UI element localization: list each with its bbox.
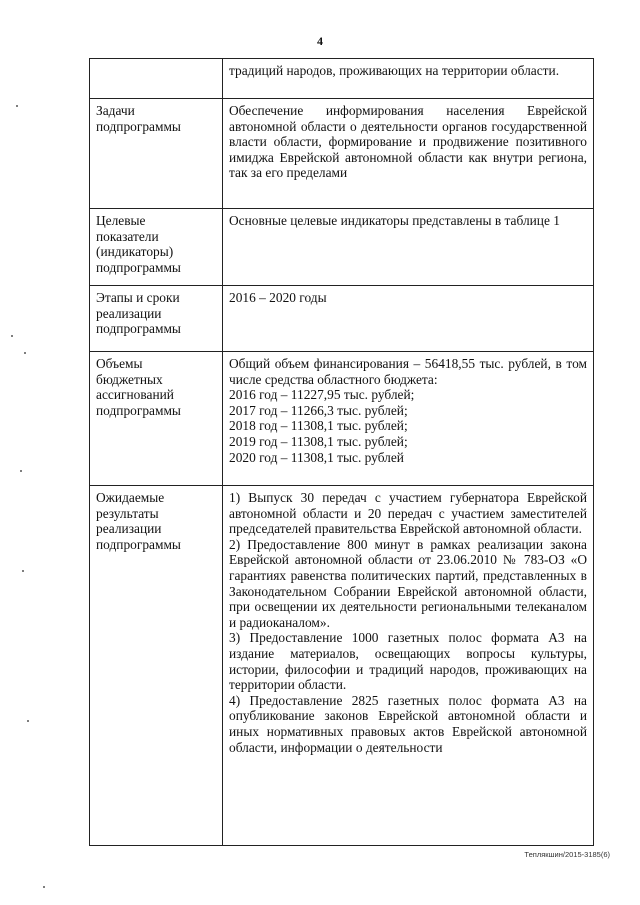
subprogram-passport-table	[89, 58, 594, 846]
row-value-cell	[223, 486, 594, 846]
row-value-paragraph: 2) Предоставление 800 минут в рамках реализации закона Еврейской автономной области от 23.06.2010 № 783-ОЗ «О гарантиях равенства политических партий, представленных в Законодательном Собрании Еврейской автономной области, при освещении их деятельности региональными телеканалом и радиоканалом».	[229, 536, 587, 630]
row-label-line: Целевые	[96, 213, 146, 228]
row-value-paragraph: Основные целевые индикаторы представлены в таблице 1	[229, 213, 560, 228]
row-label-line: подпрограммы	[96, 321, 181, 337]
row-label-line: Задачи	[96, 103, 135, 118]
row-label-cell	[90, 99, 223, 209]
row-value-paragraph: 2019 год – 11308,1 тыс. рублей;	[229, 433, 408, 449]
row-value-paragraph: 2018 год – 11308,1 тыс. рублей;	[229, 418, 408, 434]
scan-speck	[11, 335, 13, 337]
table-row	[90, 59, 594, 99]
row-label-line: (индикаторы)	[96, 244, 174, 260]
scan-speck	[27, 720, 29, 722]
table-row	[90, 209, 594, 286]
row-label-line: результаты	[96, 505, 159, 521]
row-value-paragraph: 2016 – 2020 годы	[229, 290, 327, 305]
row-label-line: Объемы	[96, 356, 143, 371]
table-row	[90, 486, 594, 846]
row-value-paragraph: Обеспечение информирования населения Еврейской автономной области о деятельности органов государственной власти области, формирование и продвижение позитивного имиджа Еврейской автономной области как внутри региона, так за его пределами	[229, 103, 587, 181]
row-label-line: реализации	[96, 521, 162, 537]
row-value-paragraph: 2020 год – 11308,1 тыс. рублей	[229, 449, 404, 465]
scan-speck	[22, 570, 24, 572]
row-value-paragraph: 2017 год – 11266,3 тыс. рублей;	[229, 402, 408, 418]
table-row	[90, 286, 594, 352]
page-number: 4	[317, 34, 323, 48]
row-label-cell	[90, 59, 223, 99]
row-label-line: Этапы и сроки	[96, 290, 180, 305]
row-value-paragraph: Общий объем финансирования – 56418,55 тыс. рублей, в том числе средства областного бюджета:	[229, 356, 587, 387]
row-label-cell	[90, 209, 223, 286]
row-label-cell	[90, 486, 223, 846]
row-value-cell	[223, 59, 594, 99]
scan-speck	[20, 470, 22, 472]
row-label-cell	[90, 352, 223, 486]
row-value-paragraph: традиций народов, проживающих на территории области.	[229, 63, 560, 78]
row-value-paragraph: 4) Предоставление 2825 газетных полос формата А3 на опубликование законов Еврейской автономной области и иных нормативных правовых актов Еврейской автономной области, информации о деятельности	[229, 692, 587, 755]
row-label-line: ассигнований	[96, 387, 174, 403]
row-label-line: показатели	[96, 228, 159, 244]
row-label-line: Ожидаемые	[96, 490, 165, 505]
row-label-line: подпрограммы	[96, 402, 181, 418]
row-label-line: реализации	[96, 305, 162, 321]
row-value-cell	[223, 209, 594, 286]
row-label-line: подпрограммы	[96, 259, 181, 275]
row-value-paragraph: 1) Выпуск 30 передач с участием губернатора Еврейской автономной области и 20 передач с участием заместителей председателей правительства Еврейской автономной области.	[229, 490, 587, 537]
scan-speck	[16, 105, 18, 107]
row-value-cell	[223, 99, 594, 209]
scan-speck	[43, 886, 45, 888]
row-value-paragraph: 2016 год – 11227,95 тыс. рублей;	[229, 387, 415, 403]
row-label-line: бюджетных	[96, 371, 163, 387]
table-row	[90, 99, 594, 209]
document-registration-code: Теплякшин/2015-3185(6)	[524, 850, 610, 859]
row-value-cell	[223, 286, 594, 352]
table-row	[90, 352, 594, 486]
row-label-cell	[90, 286, 223, 352]
row-value-cell	[223, 352, 594, 486]
scan-speck	[24, 352, 26, 354]
row-value-paragraph: 3) Предоставление 1000 газетных полос формата А3 на издание материалов, освещающих вопросы культуры, истории, философии и традиций народов, проживающих на территории области.	[229, 630, 587, 693]
row-label-line: подпрограммы	[96, 118, 181, 134]
row-label-line: подпрограммы	[96, 536, 181, 552]
